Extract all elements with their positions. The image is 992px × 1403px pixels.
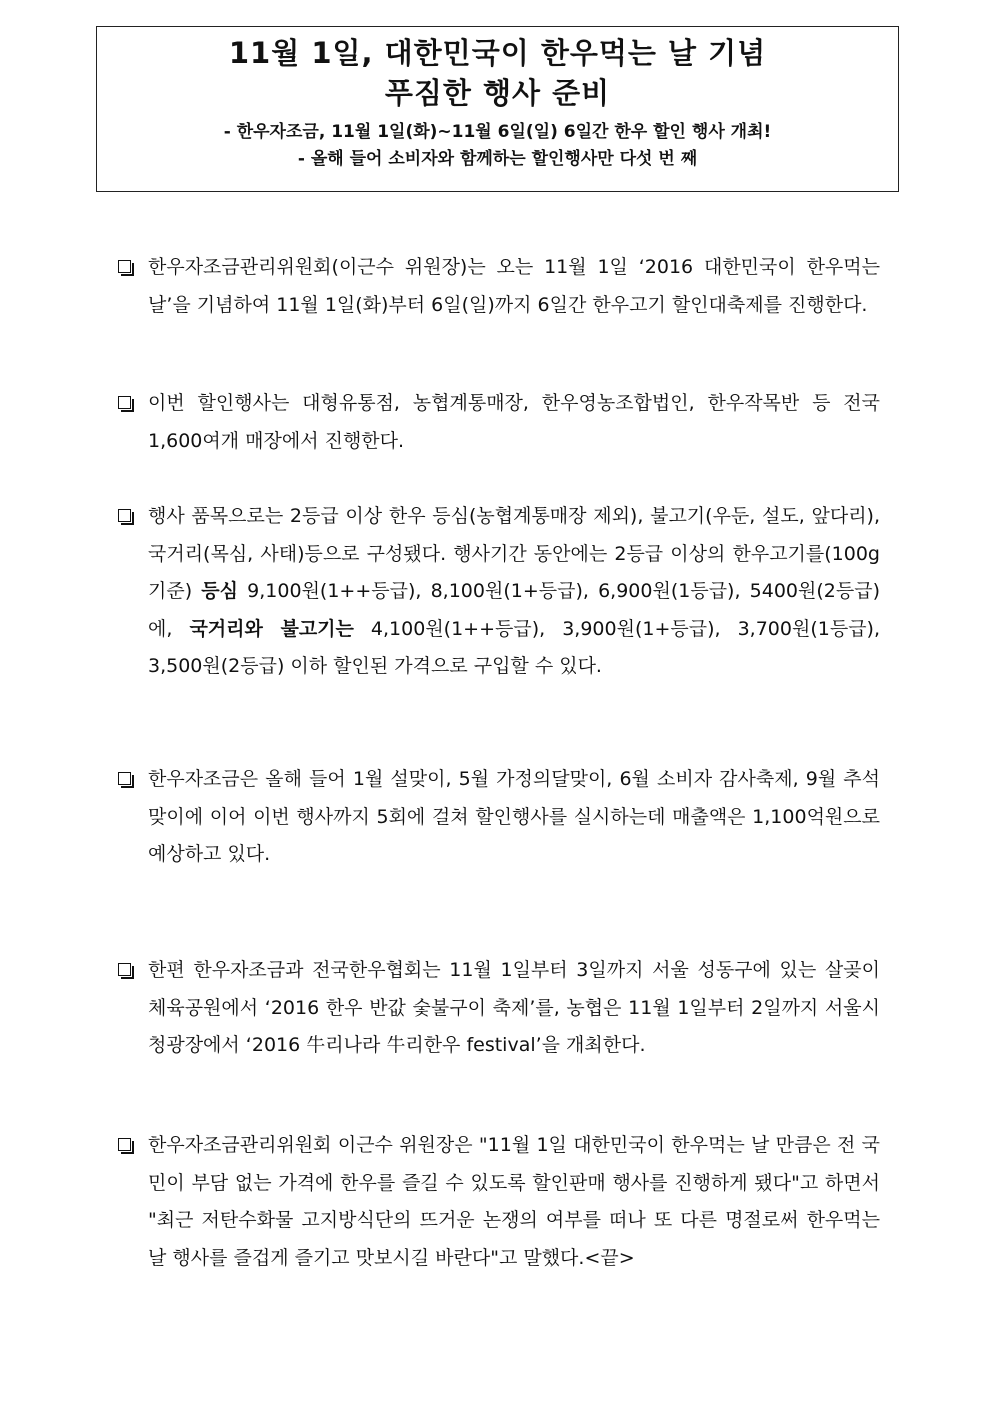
paragraph-3-part-3: 4,100원(1++등급), 3,900원(1+등급), 3,700원(1등급), 3,500원(2등급) 이하 할인된 가격으로 구입할 수 있다.: [148, 617, 880, 677]
subtitle-line-1: - 한우자조금, 11월 1일(화)~11월 6일(일) 6일간 한우 할인 행사 개최!: [223, 122, 772, 142]
paragraph-6: [118, 1127, 880, 1277]
paragraph-5: [118, 952, 880, 1065]
paragraph-3-part-2: 9,100원(1++등급), 8,100원(1+등급), 6,900원(1등급), 5400원(2등급)에,: [148, 580, 880, 640]
paragraph-4: [118, 761, 880, 874]
paragraph-2-text: 이번 할인행사는 대형유통점, 농협계통매장, 한우영농조합법인, 한우작목반 등 전국 1,600여개 매장에서 진행한다.: [148, 392, 880, 452]
checkbox-bullet-icon: [118, 260, 131, 273]
subtitle-line-2: - 올해 들어 소비자와 함께하는 할인행사만 다섯 번 째: [297, 149, 698, 169]
paragraph-3-bold-2: 국거리와 불고기는: [189, 617, 354, 640]
paragraph-6-text: 한우자조금관리위원회 이근수 위원장은 "11월 1일 대한민국이 한우먹는 날 만큼은 전 국민이 부담 없는 가격에 한우를 즐길 수 있도록 할인판매 행사를 진행하게 됐다"고 하면서 "최근 저탄수화물 고지방식단의 뜨거운 논쟁의 여부를 떠나 또 다른 명절로써 한우먹는 날 행사를 즐겁게 즐기고 맛보시길 바란다"고 말했다.<끝>: [148, 1134, 880, 1269]
paragraph-2: [118, 385, 880, 460]
paragraph-4-text: 한우자조금은 올해 들어 1월 설맞이, 5월 가정의달맞이, 6월 소비자 감사축제, 9월 추석맞이에 이어 이번 행사까지 5회에 걸쳐 할인행사를 실시하는데 매출액은 1,100억원으로 예상하고 있다.: [148, 768, 880, 865]
paragraph-5-text: 한편 한우자조금과 전국한우협회는 11월 1일부터 3일까지 서울 성동구에 있는 살곶이 체육공원에서 ‘2016 한우 반값 숯불구이 축제’를, 농협은 11월 1일부터 2일까지 서울시청광장에서 ‘2016 牛리나라 牛리한우 festival’을 개최한다.: [148, 959, 880, 1056]
title-line-2: 푸짐한 행사 준비: [384, 76, 611, 110]
checkbox-bullet-icon: [118, 509, 131, 522]
paragraph-1-text: 한우자조금관리위원회(이근수 위원장)는 오는 11월 1일 ‘2016 대한민국이 한우먹는 날’을 기념하여 11월 1일(화)부터 6일(일)까지 6일간 한우고기 할인대축제를 진행한다.: [148, 256, 880, 316]
paragraph-3: [118, 498, 880, 686]
paragraph-1: [118, 249, 880, 324]
paragraph-3-part-1: 행사 품목으로는 2등급 이상 한우 등심(농협계통매장 제외), 불고기(우둔, 설도, 앞다리), 국거리(목심, 사태)등으로 구성됐다. 행사기간 동안에는 2등급 이상의 한우고기를(100g 기준): [148, 505, 880, 602]
checkbox-bullet-icon: [118, 1138, 131, 1151]
paragraph-3-bold-1: 등심: [201, 580, 239, 602]
checkbox-bullet-icon: [118, 396, 131, 409]
title-box: [96, 26, 899, 192]
checkbox-bullet-icon: [118, 772, 131, 785]
checkbox-bullet-icon: [118, 963, 131, 976]
paragraph-3-text: [148, 498, 880, 686]
title-line-1: 11월 1일, 대한민국이 한우먹는 날 기념: [228, 36, 767, 70]
